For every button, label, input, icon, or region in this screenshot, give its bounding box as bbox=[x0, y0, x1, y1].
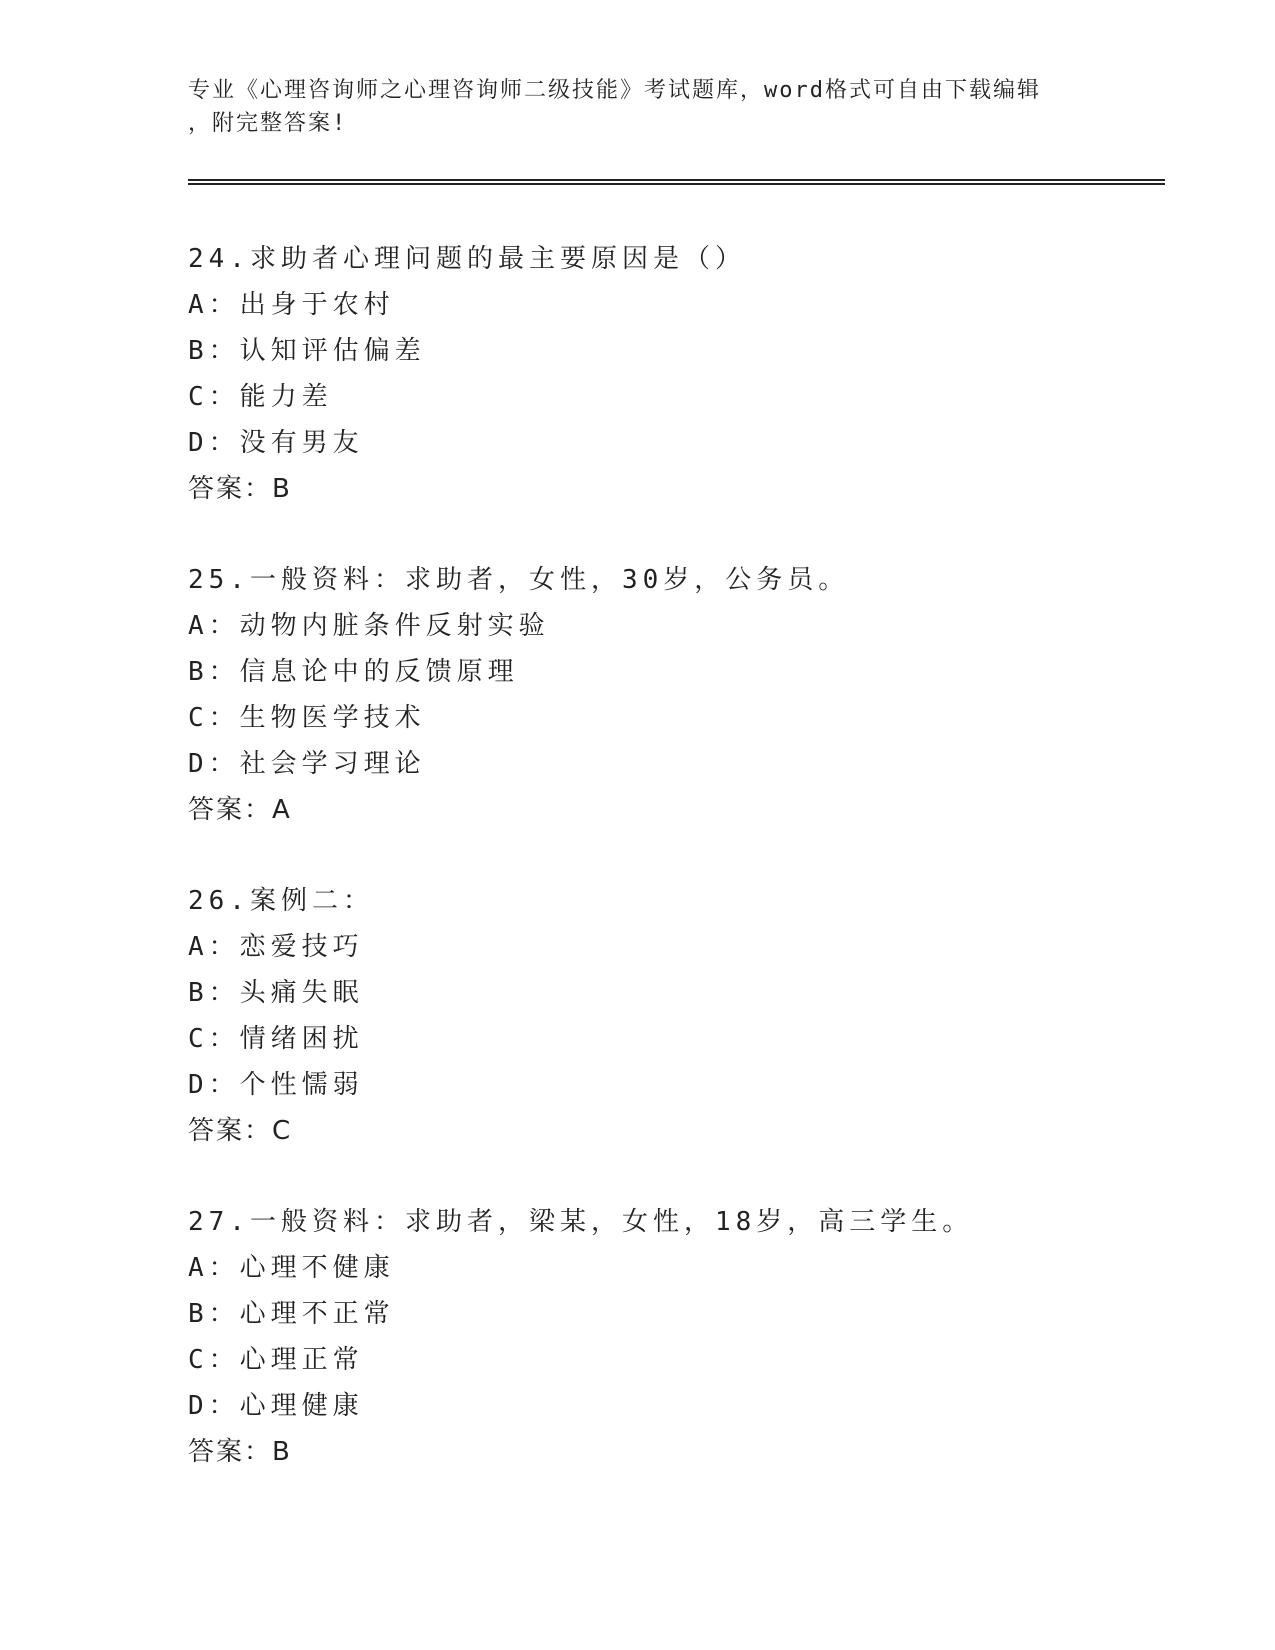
option-d: D：社会学习理论 bbox=[188, 749, 426, 779]
question-26 bbox=[188, 878, 1148, 1154]
option-b: B：信息论中的反馈原理 bbox=[188, 657, 519, 687]
option-c: C：能力差 bbox=[188, 382, 333, 412]
option-b: B：认知评估偏差 bbox=[188, 336, 426, 366]
option-d: D：没有男友 bbox=[188, 428, 364, 458]
question-24 bbox=[188, 236, 1148, 512]
option-d: D：心理健康 bbox=[188, 1391, 364, 1421]
header-line-2: ，附完整答案! bbox=[188, 111, 348, 136]
option-a: A：恋爱技巧 bbox=[188, 932, 364, 962]
option-c: C：心理正常 bbox=[188, 1345, 364, 1375]
header-line-1: 专业《心理咨询师之心理咨询师二级技能》考试题库，word格式可自由下载编辑 bbox=[188, 78, 1041, 103]
option-d: D：个性懦弱 bbox=[188, 1070, 364, 1100]
answer: 答案：B bbox=[188, 1437, 292, 1467]
option-b: B：头痛失眠 bbox=[188, 978, 364, 1008]
question-25 bbox=[188, 557, 1148, 833]
document-header bbox=[188, 74, 1068, 140]
option-b: B：心理不正常 bbox=[188, 1299, 395, 1329]
header-divider bbox=[188, 179, 1165, 185]
option-c: C：生物医学技术 bbox=[188, 703, 426, 733]
answer: 答案：C bbox=[188, 1116, 293, 1146]
question-title: 25.一般资料：求助者，女性，30岁，公务员。 bbox=[188, 565, 850, 595]
answer: 答案：B bbox=[188, 474, 292, 504]
option-c: C：情绪困扰 bbox=[188, 1024, 364, 1054]
question-27 bbox=[188, 1199, 1148, 1475]
question-title: 26.案例二： bbox=[188, 886, 374, 916]
option-a: A：出身于农村 bbox=[188, 290, 395, 320]
question-title: 27.一般资料：求助者，梁某，女性，18岁，高三学生。 bbox=[188, 1207, 974, 1237]
answer: 答案：A bbox=[188, 795, 292, 825]
option-a: A：心理不健康 bbox=[188, 1253, 395, 1283]
option-a: A：动物内脏条件反射实验 bbox=[188, 611, 550, 641]
question-title: 24.求助者心理问题的最主要原因是（） bbox=[188, 244, 746, 274]
